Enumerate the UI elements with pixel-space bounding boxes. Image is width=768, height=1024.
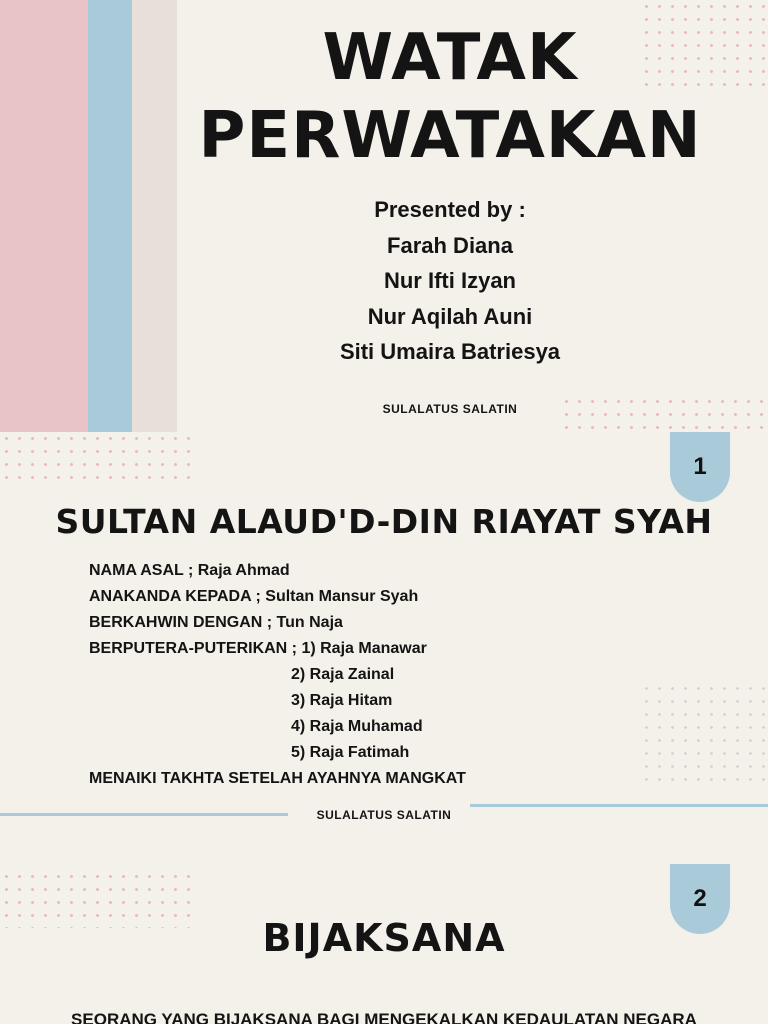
presented-by-label: Presented by : [374, 197, 526, 222]
presenter-name: Siti Umaira Batriesya [339, 339, 561, 364]
detail-row: MENAIKI TAKHTA SETELAH AYAHNYA MANGKAT [89, 770, 466, 787]
character-details [89, 558, 466, 792]
detail-row: NAMA ASAL ; Raja Ahmad [89, 562, 290, 579]
detail-row: ANAKANDA KEPADA ; Sultan Mansur Syah [89, 588, 419, 605]
slide-body-text: SEORANG YANG BIJAKSANA BAGI MENGEKALKAN KEDAULATAN NEGARA [71, 1010, 697, 1024]
pink-stripe [0, 0, 88, 432]
presenter-name: Nur Aqilah Auni [367, 303, 533, 329]
child-row: 4) Raja Muhamad [291, 718, 423, 735]
slide-title [0, 0, 768, 432]
presenter-name: Farah Diana [387, 232, 513, 258]
slide-character-info [0, 432, 768, 864]
dot-pattern-right [640, 682, 768, 782]
title-line-2: PERWATAKAN [198, 99, 702, 173]
slide-heading: BIJAKSANA [262, 916, 506, 960]
title-line-1: WATAK [322, 21, 578, 95]
detail-row: BERKAHWIN DENGAN ; Tun Naja [89, 614, 343, 631]
presenter-name: Nur Ifti Izyan [383, 268, 516, 293]
slide-footer: SULALATUS SALATIN [382, 402, 518, 416]
slide-number-badge: 1 [670, 432, 730, 502]
presenter-list [132, 192, 768, 370]
slide-number-badge: 2 [670, 864, 730, 934]
slide-trait [0, 864, 768, 1024]
child-row: 5) Raja Fatimah [291, 744, 410, 761]
child-row: 2) Raja Zainal [291, 666, 395, 683]
blue-stripe [88, 0, 132, 432]
divider-line-right [470, 804, 768, 807]
slide-footer: SULALATUS SALATIN [316, 808, 452, 822]
detail-row: BERPUTERA-PUTERIKAN ; 1) Raja Manawar [89, 640, 427, 657]
child-row: 3) Raja Hitam [291, 692, 393, 709]
dot-pattern-top-left [0, 432, 200, 480]
slide-heading: SULTAN ALAUD'D-DIN RIAYAT SYAH [55, 502, 713, 541]
